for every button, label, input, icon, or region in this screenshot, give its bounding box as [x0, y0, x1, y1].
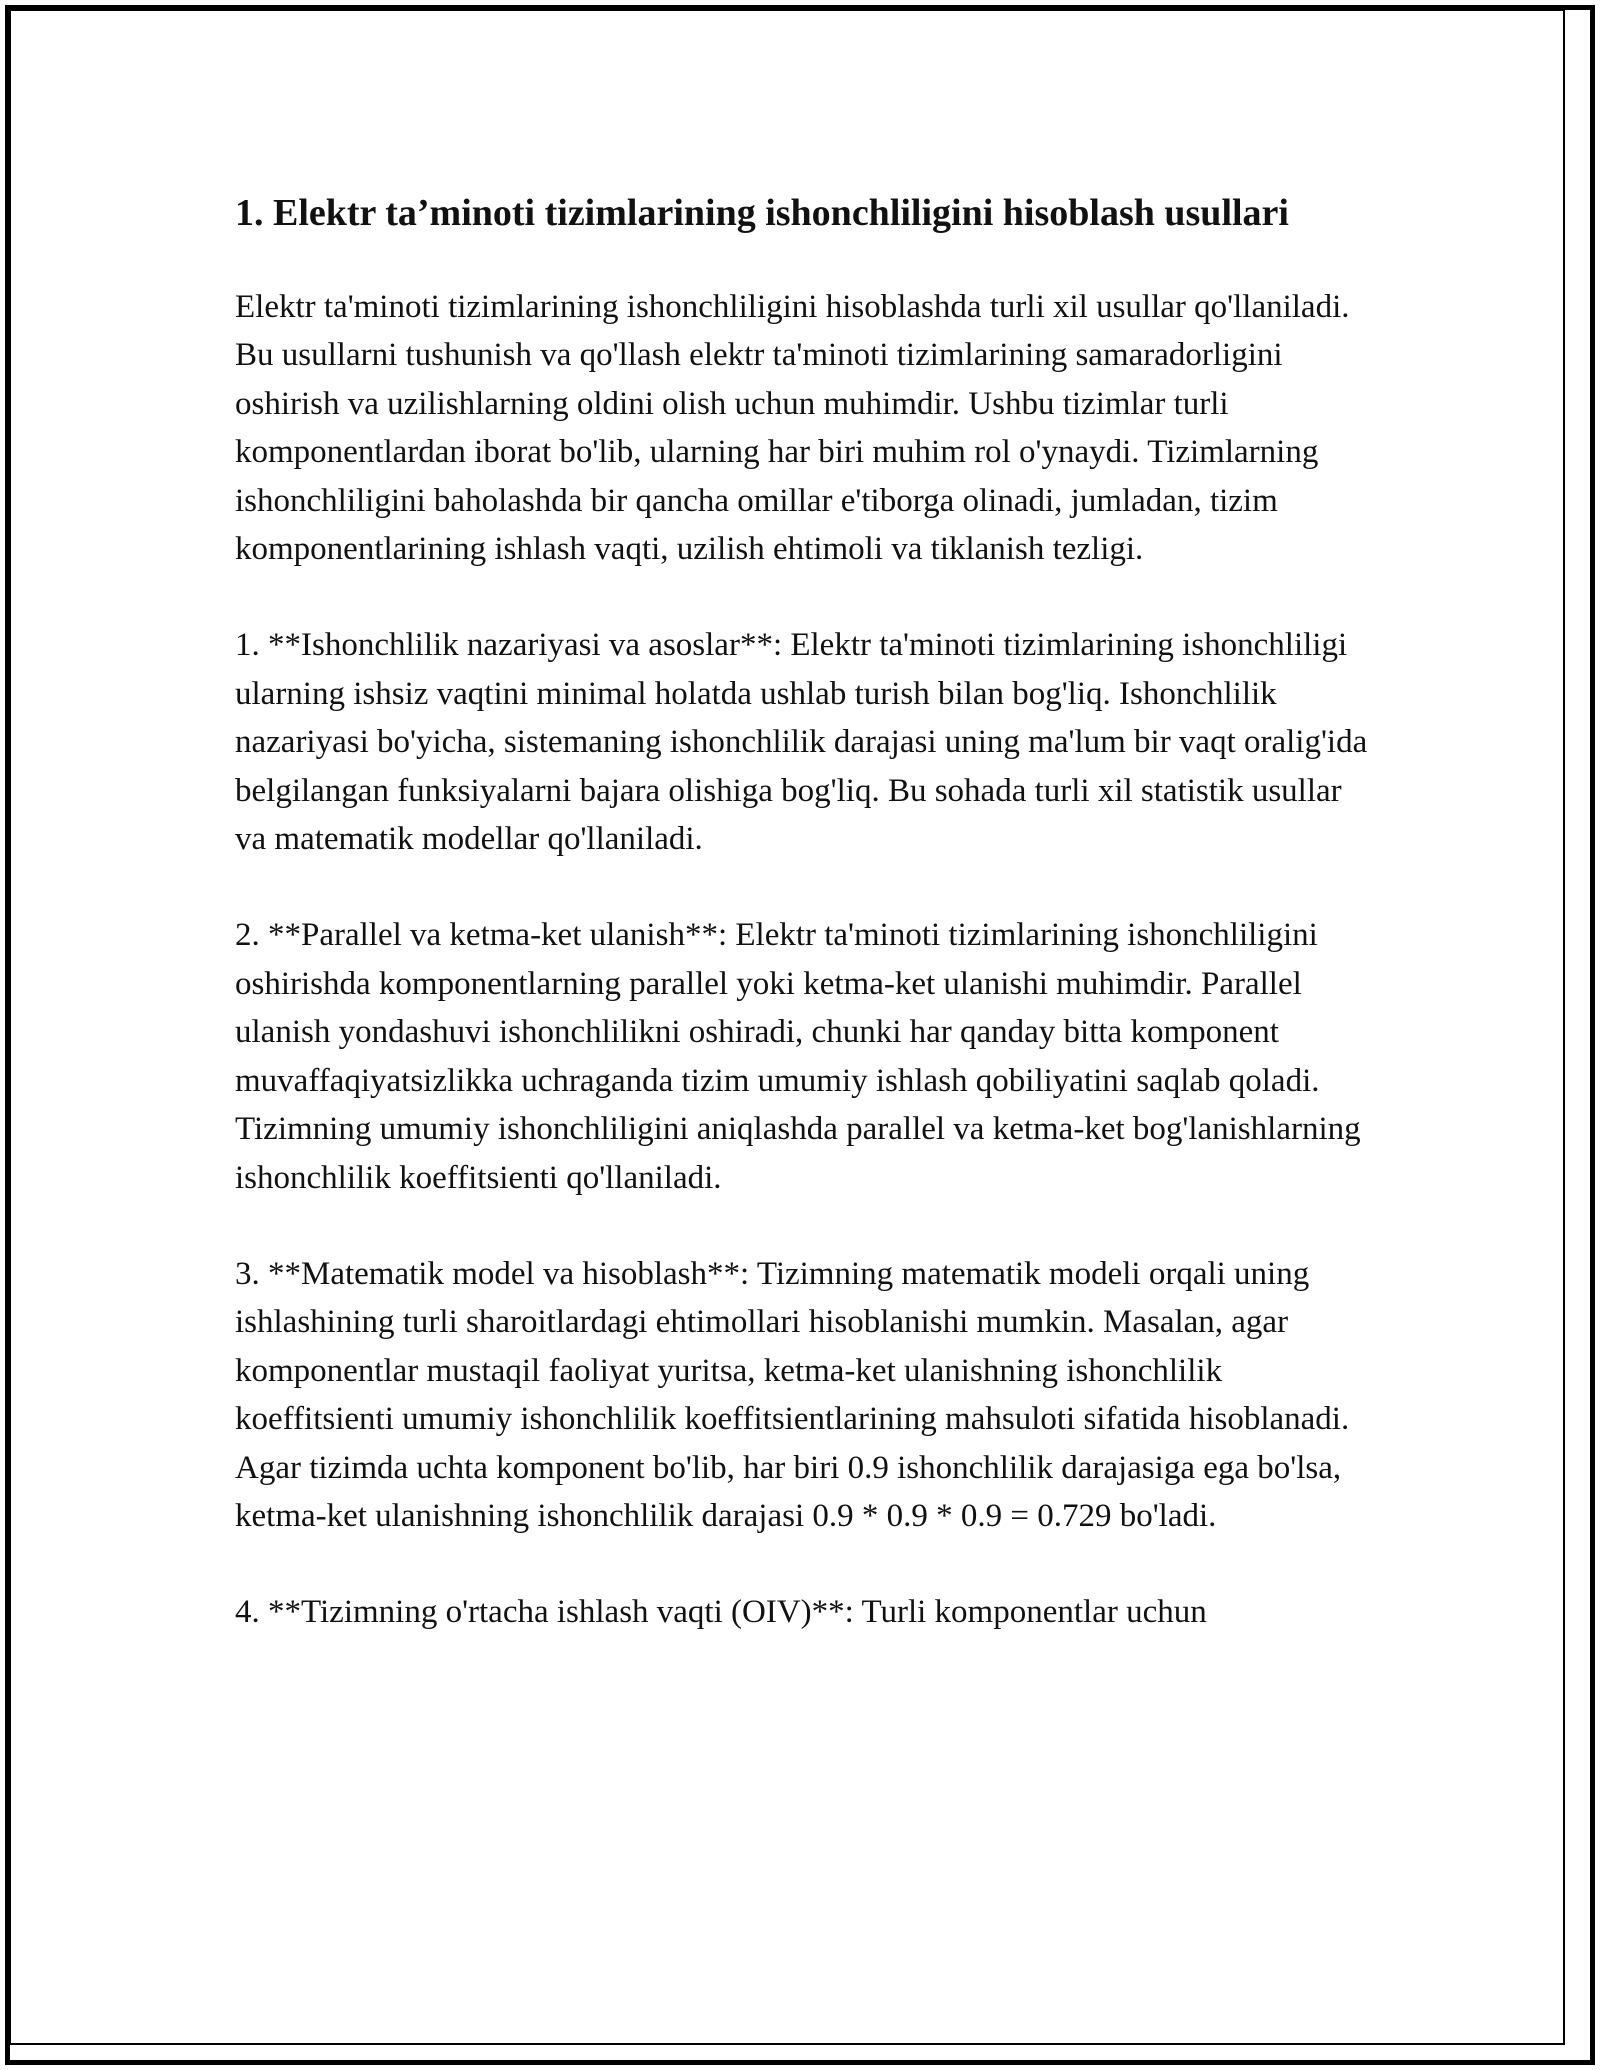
document-title: 1. Elektr ta’minoti tizimlarining ishonchliligini hisoblash usullari	[235, 192, 1289, 234]
section-mean-operating-time: 4. **Tizimning o'rtacha ishlash vaqti (OIV)**: Turli komponentlar uchun	[235, 1594, 1207, 1631]
section-mathematical-model: 3. **Matematik model va hisoblash**: Tizimning matematik modeli orqali uning ishlashining turli sharoitlardagi ehtimollari hisoblanishi mumkin. Masalan, agar komponentlar mustaqil faoliyat yuritsa, ketma-ket ulanishning ishonchlilik koeffitsienti umumiy ishonchlilik koeffitsientlarining mahsuloti sifatida hisoblanadi. Agar tizimda uchta komponent bo'lib, har biri 0.9 ishonchlilik darajasiga ega bo'lsa, ketma-ket ulanishning ishonchlilik darajasi 0.9 * 0.9 * 0.9 = 0.729 bo'ladi.	[235, 1255, 1350, 1534]
section-reliability-theory: 1. **Ishonchlilik nazariyasi va asoslar**: Elektr ta'minoti tizimlarining ishonchliligi ularning ishsiz vaqtini minimal holatda ushlab turish bilan bog'liq. Ishonchlilik nazariyasi bo'yicha, sistemaning ishonchlilik darajasi uning ma'lum bir vaqt oralig'ida belgilangan funksiyalarni bajara olishiga bog'liq. Bu sohada turli xil statistik usullar va matematik modellar qo'llaniladi.	[235, 627, 1368, 858]
section-parallel-series-connection: 2. **Parallel va ketma-ket ulanish**: Elektr ta'minoti tizimlarining ishonchliligini oshirishda komponentlarning parallel yoki ketma-ket ulanishi muhimdir. Parallel ulanish yondashuvi ishonchlilikni oshiradi, chunki har qanday bitta komponent muvaffaqiyatsizlikka uchraganda tizim umumiy ishlash qobiliyatini saqlab qoladi. Tizimning umumiy ishonchliligini aniqlashda parallel va ketma-ket bog'lanishlarning ishonchlilik koeffitsienti qo'llaniladi.	[235, 917, 1361, 1196]
intro-paragraph: Elektr ta'minoti tizimlarining ishonchliligini hisoblashda turli xil usullar qo'llaniladi. Bu usullarni tushunish va qo'llash elektr ta'minoti tizimlarining samaradorligini oshirish va uzilishlarning oldini olish uchun muhimdir. Ushbu tizimlar turli komponentlardan iborat bo'lib, ularning har biri muhim rol o'ynaydi. Tizimlarning ishonchliligini baholashda bir qancha omillar e'tiborga olinadi, jumladan, tizim komponentlarining ishlash vaqti, uzilish ehtimoli va tiklanish tezligi.	[235, 289, 1350, 568]
document-body	[235, 186, 1375, 1685]
